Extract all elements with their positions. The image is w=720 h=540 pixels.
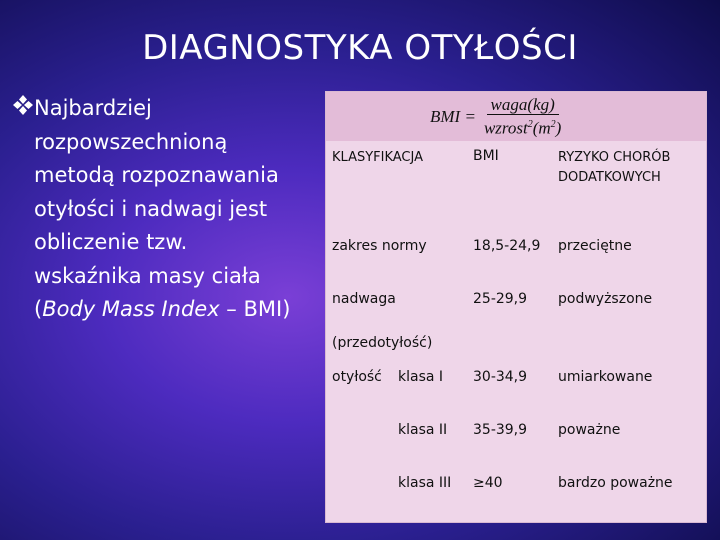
table-cell-bmi: 18,5-24,9 xyxy=(473,238,541,254)
table-cell-subclass: klasa II xyxy=(398,422,448,438)
diamond-cluster-icon xyxy=(12,94,34,116)
table-cell-risk: poważne xyxy=(558,422,621,438)
table-cell-bmi: 30-34,9 xyxy=(473,369,528,385)
table-cell-classification: (przedotyłość) xyxy=(332,335,433,351)
denominator-unit: (m xyxy=(532,118,551,138)
bullet-text xyxy=(34,92,317,327)
formula-numerator: waga(kg) xyxy=(487,95,559,115)
bullet-line: otyłości i nadwagi jest xyxy=(34,196,268,221)
table-cell-bmi: 35-39,9 xyxy=(473,422,528,438)
table-cell-subclass: klasa III xyxy=(398,475,452,491)
paren-open: ( xyxy=(34,297,43,321)
bullet-line: obliczenie tzw. xyxy=(34,230,188,254)
table-cell-classification: zakres normy xyxy=(332,238,427,254)
bullet-line: Najbardziej xyxy=(34,96,152,120)
bmi-formula xyxy=(430,94,563,140)
header-classification: KLASYFIKACJA xyxy=(332,150,423,165)
bullet-paragraph xyxy=(12,92,317,327)
bullet-line: metodą rozpoznawania xyxy=(34,163,279,187)
slide-title: DIAGNOSTYKA OTYŁOŚCI xyxy=(142,28,578,68)
table-cell-bmi: 25-29,9 xyxy=(473,291,528,307)
header-bmi: BMI xyxy=(473,148,499,164)
formula-lhs: BMI = xyxy=(430,107,476,126)
denominator-close: ) xyxy=(555,118,562,138)
table-cell-subclass: klasa I xyxy=(398,369,444,385)
table-cell-risk: podwyższone xyxy=(558,291,653,307)
denominator-exp: 2 xyxy=(527,119,533,131)
bullet-line: wskaźnika masy ciała xyxy=(34,263,261,288)
denominator-base: wzrost xyxy=(483,118,528,138)
denominator-unit-exp: 2 xyxy=(550,119,556,131)
header-risk: RYZYKO CHORÓB DODATKOWYCH xyxy=(558,150,671,185)
table-cell-bmi: ≥40 xyxy=(473,475,503,491)
table-cell-risk: umiarkowane xyxy=(558,369,653,385)
table-cell-classification: nadwaga xyxy=(332,291,396,307)
bmi-full-name: Body Mass Index xyxy=(42,297,220,321)
formula-fraction xyxy=(482,95,563,139)
bmi-abbrev: – BMI) xyxy=(219,297,291,321)
table-cell-classification: otyłość xyxy=(332,369,382,385)
formula-bar xyxy=(326,92,706,141)
bullet-line: rozpowszechnioną xyxy=(34,129,228,154)
bmi-classification-panel xyxy=(326,92,706,522)
bullet-line-bmi xyxy=(34,293,317,327)
table-cell-risk: przeciętne xyxy=(558,238,632,254)
table-cell-risk: bardzo poważne xyxy=(558,475,673,491)
formula-denominator xyxy=(482,115,563,139)
